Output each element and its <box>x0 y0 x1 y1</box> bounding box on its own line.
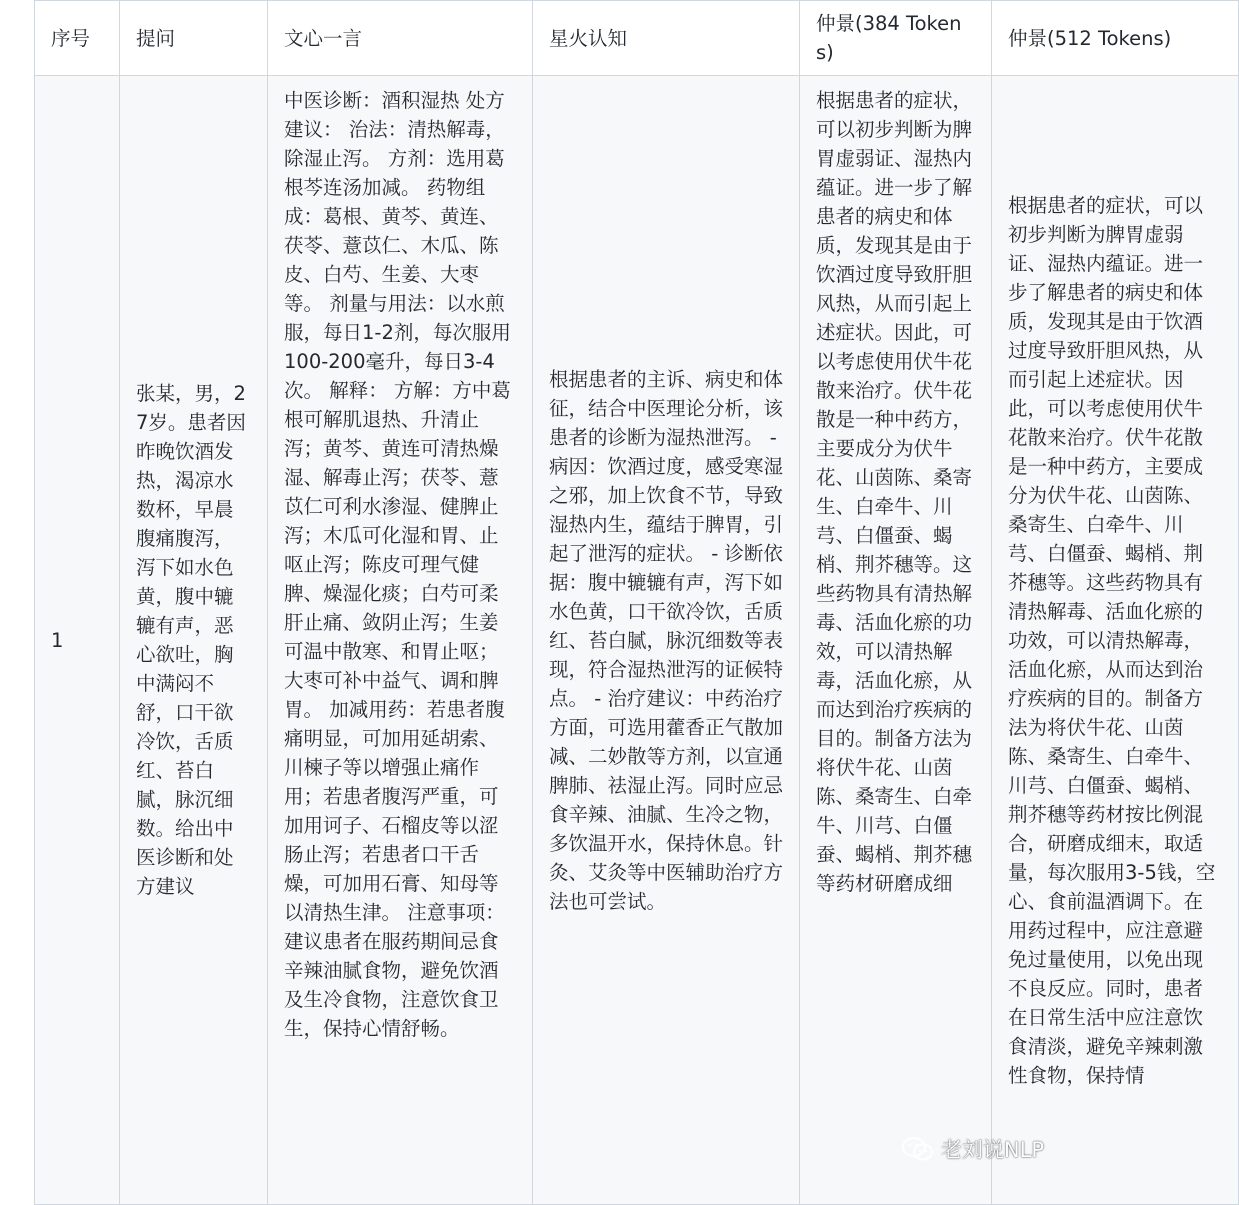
cell-xinghuo: 根据患者的主诉、病史和体征，结合中医理论分析，该患者的诊断为湿热泄泻。 - 病因：饮酒过度，感受寒湿之邪，加上饮食不节，导致湿热内生，蕴结于脾胃，引起了泄泻的症状。 - 诊断依据：腹中辘辘有声，泻下如水色黄，口干欲冷饮，舌质红、苔白腻，脉沉细数等表现，符合湿热泄泻的证候特点。 - 治疗建议：中药治疗方面，可选用藿香正气散加减、二妙散等方剂，以宣通脾肺、祛湿止泻。同时应忌食辛辣、油腻、生冷之物，多饮温开水，保持休息。针灸、艾灸等中医辅助治疗方法也可尝试。 <box>533 76 800 1205</box>
cell-zhongjing-384: 根据患者的症状，可以初步判断为脾胃虚弱证、湿热内蕴证。进一步了解患者的病史和体质，发现其是由于饮酒过度导致肝胆风热，从而引起上述症状。因此，可以考虑使用伏牛花散来治疗。伏牛花散是一种中药方，主要成分为伏牛花、山茵陈、桑寄生、白牵牛、川芎、白僵蚕、蝎梢、荆芥穗等。这些药物具有清热解毒、活血化瘀的功效，可以清热解毒，活血化瘀，从而达到治疗疾病的目的。制备方法为将伏牛花、山茵陈、桑寄生、白牵牛、川芎、白僵蚕、蝎梢、荆芥穗等药材研磨成细 <box>800 76 992 1205</box>
cell-zhongjing-512: 根据患者的症状，可以初步判断为脾胃虚弱证、湿热内蕴证。进一步了解患者的病史和体质，发现其是由于饮酒过度导致肝胆风热，从而引起上述症状。因此，可以考虑使用伏牛花散来治疗。伏牛花散是一种中药方，主要成分为伏牛花、山茵陈、桑寄生、白牵牛、川芎、白僵蚕、蝎梢、荆芥穗等。这些药物具有清热解毒、活血化瘀的功效，可以清热解毒，活血化瘀，从而达到治疗疾病的目的。制备方法为将伏牛花、山茵陈、桑寄生、白牵牛、川芎、白僵蚕、蝎梢、荆芥穗等药材按比例混合，研磨成细末，取适量，每次服用3-5钱，空心、食前温酒调下。在用药过程中，应注意避免过量使用，以免出现不良反应。同时，患者在日常生活中应注意饮食清淡，避免辛辣刺激性食物，保持情 <box>992 76 1239 1205</box>
header-index: 序号 <box>35 1 120 76</box>
comparison-table <box>34 0 1239 1205</box>
header-zhongjing-512: 仲景(512 Tokens) <box>992 1 1239 76</box>
watermark-text: 老刘说NLP <box>940 1138 1044 1162</box>
header-question: 提问 <box>120 1 268 76</box>
header-xinghuo: 星火认知 <box>533 1 800 76</box>
table-row <box>35 76 1239 1205</box>
cell-wenxin: 中医诊断：酒积湿热 处方建议： 治法：清热解毒，除湿止泻。 方剂：选用葛根芩连汤加减。 药物组成：葛根、黄芩、黄连、茯苓、薏苡仁、木瓜、陈皮、白芍、生姜、大枣等。 剂量与用法：以水煎服，每日1-2剂，每次服用100-200毫升，每日3-4次。 解释： 方解：方中葛根可解肌退热、升清止泻；黄芩、黄连可清热燥湿、解毒止泻；茯苓、薏苡仁可利水渗湿、健脾止泻；木瓜可化湿和胃、止呕止泻；陈皮可理气健脾、燥湿化痰；白芍可柔肝止痛、敛阴止泻；生姜可温中散寒、和胃止呕；大枣可补中益气、调和脾胃。 加减用药：若患者腹痛明显，可加用延胡索、川楝子等以增强止痛作用；若患者腹泻严重，可加用诃子、石榴皮等以涩肠止泻；若患者口干舌燥，可加用石膏、知母等以清热生津。 注意事项：建议患者在服药期间忌食辛辣油腻食物，避免饮酒及生冷食物，注意饮食卫生，保持心情舒畅。 <box>268 76 533 1205</box>
cell-index: 1 <box>35 76 120 1205</box>
header-wenxin: 文心一言 <box>268 1 533 76</box>
header-zhongjing-384: 仲景(384 Tokens) <box>800 1 992 76</box>
table-header-row <box>35 1 1239 76</box>
wechat-icon <box>901 1136 935 1162</box>
cell-question: 张某，男，27岁。患者因昨晚饮酒发热，渴凉水数杯，早晨腹痛腹泻，泻下如水色黄，腹中辘辘有声，恶心欲吐，胸中满闷不舒，口干欲冷饮，舌质红、苔白腻，脉沉细数。给出中医诊断和处方建议 <box>120 76 268 1205</box>
watermark <box>901 1134 1044 1164</box>
